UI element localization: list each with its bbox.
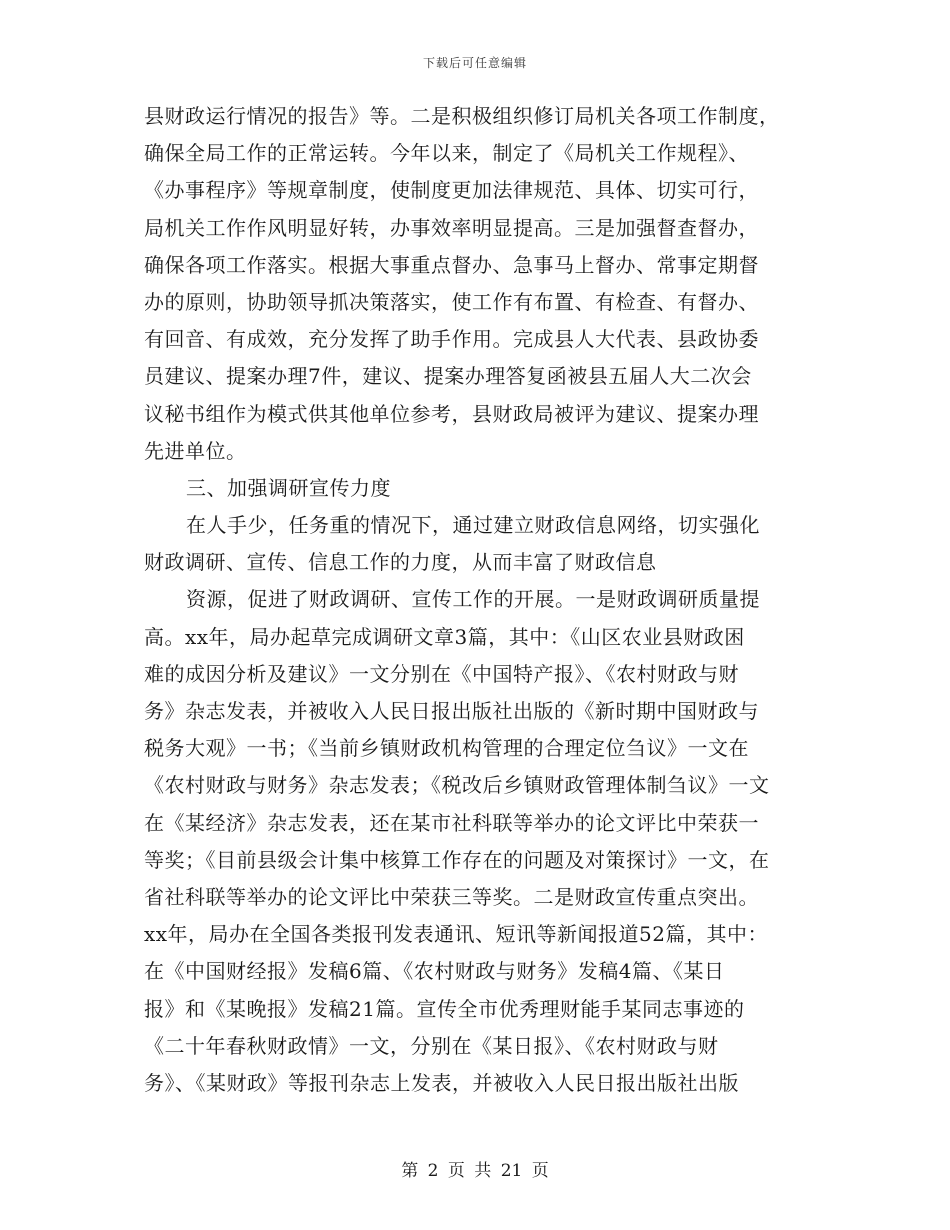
text-line: 高。xx年，局办起草完成调研文章3篇，其中：《山区农业县财政困 <box>144 624 745 649</box>
text-line: 在人手少，任务重的情况下，通过建立财政信息网络，切实强化 <box>186 513 760 538</box>
text-line: 税务大观》一书；《当前乡镇财政机构管理的合理定位刍议》一文在 <box>144 736 749 761</box>
text-line: 三、加强调研宣传力度 <box>186 475 391 500</box>
text-line: 财政调研、宣传、信息工作的力度，从而丰富了财政信息 <box>144 550 657 575</box>
text-line: 《办事程序》等规章制度，使制度更加法律规范、具体、切实可行， <box>144 178 759 203</box>
page-footer: 第 2 页 共 21 页 <box>401 1161 549 1181</box>
text-line: 务》杂志发表，并被收入人民日报出版社出版的《新时期中国财政与 <box>144 699 759 723</box>
text-line: 在《某经济》杂志发表，还在某市社科联等举办的论文评比中荣获一 <box>144 810 759 835</box>
text-line: 难的成因分析及建议》一文分别在《中国特产报》、《农村财政与财 <box>144 661 739 686</box>
text-line: xx年，局办在全国各类报刊发表通讯、短讯等新闻报道52篇，其中： <box>144 922 769 947</box>
page-header: 下载后可任意编辑 <box>422 56 527 70</box>
text-line: 《二十年春秋财政情》一文，分别在《某日报》、《农村财政与财 <box>144 1033 719 1058</box>
text-line: 确保各项工作落实。根据大事重点督办、急事马上督办、常事定期督 <box>144 252 759 277</box>
text-line: 务》、《某财政》等报刊杂志上发表，并被收入人民日报出版社出版 <box>144 1070 739 1095</box>
body-text <box>144 98 806 1102</box>
text-line: 议秘书组作为模式供其他单位参考，县财政局被评为建议、提案办理 <box>144 401 759 426</box>
text-line: 县财政运行情况的报告》等。二是积极组织修订局机关各项工作制度， <box>144 104 780 128</box>
text-line: 有回音、有成效，充分发挥了助手作用。完成县人大代表、县政协委 <box>144 327 759 352</box>
text-line: 等奖；《目前县级会计集中核算工作存在的问题及对策探讨》一文，在 <box>144 847 770 872</box>
text-line: 办的原则，协助领导抓决策落实，使工作有布置、有检查、有督办、 <box>144 289 759 314</box>
text-line: 《农村财政与财务》杂志发表；《税改后乡镇财政管理体制刍议》一文 <box>144 773 770 798</box>
text-line: 员建议、提案办理7件，建议、提案办理答复函被县五届人大二次会 <box>144 364 752 389</box>
text-line: 局机关工作作风明显好转，办事效率明显提高。三是加强督查督办， <box>144 215 759 240</box>
text-line: 先进单位。 <box>144 438 247 463</box>
text-line: 报》和《某晚报》发稿21篇。宣传全市优秀理财能手某同志事迹的 <box>144 996 745 1021</box>
text-line: 确保全局工作的正常运转。今年以来，制定了《局机关工作规程》、 <box>144 141 749 166</box>
text-line: 在《中国财经报》发稿6篇、《农村财政与财务》发稿4篇、《某日 <box>144 959 725 984</box>
text-line: 省社科联等举办的论文评比中荣获三等奖。二是财政宣传重点突出。 <box>144 884 759 909</box>
text-line: 资源，促进了财政调研、宣传工作的开展。一是财政调研质量提 <box>186 587 760 612</box>
